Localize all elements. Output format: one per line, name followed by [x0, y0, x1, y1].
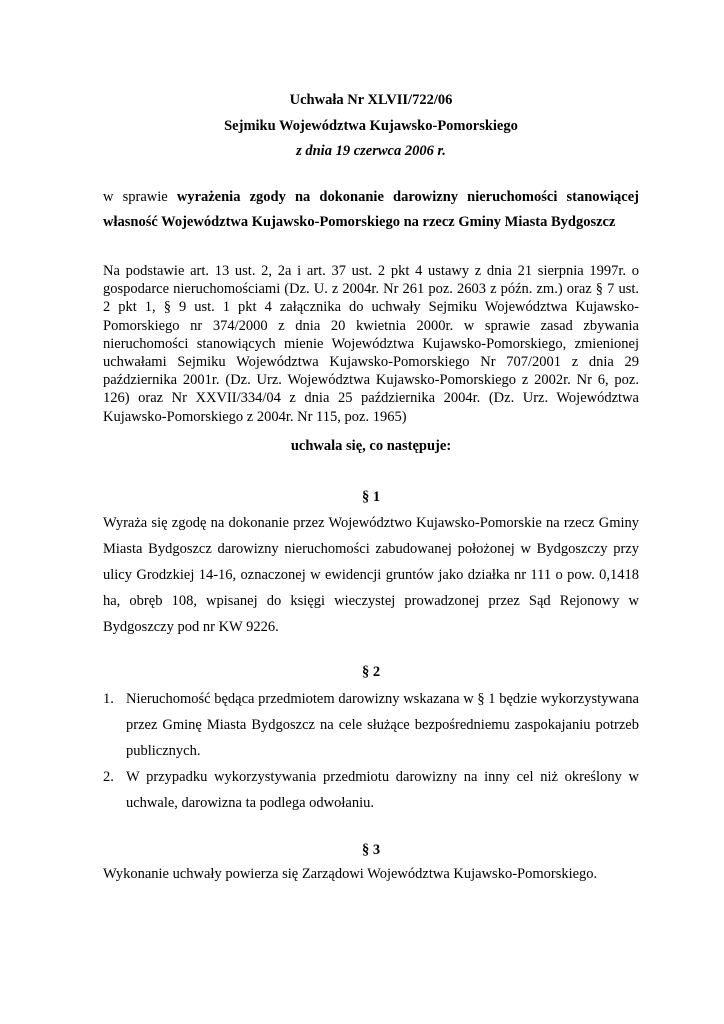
list-item-text: Nieruchomość będąca przedmiotem darowizny wskazana w § 1 będzie wykorzystywana przez Gminę Miasta Bydgoszcz na cele służące bezpośredniemu zaspokajaniu potrzeb publicznych.: [126, 691, 639, 759]
section-1-text: Wyraża się zgodę na dokonanie przez Województwo Kujawsko-Pomorskie na rzecz Gminy Miasta Bydgoszcz darowizny nieruchomości zabudowanej położonej w Bydgoszczy przy ulicy Grodzkiej 14-16, oznaczonej w ewidencji gruntów jako działka nr 111 o pow. 0,1418 ha, obręb 108, wpisanej do księgi wieczystej prowadzonej przez Sąd Rejonowy w Bydgoszczy pod nr KW 9226.: [103, 515, 639, 635]
section-2-list: [103, 686, 639, 816]
legal-basis: Na podstawie art. 13 ust. 2, 2a i art. 37 ust. 2 pkt 4 ustawy z dnia 21 sierpnia 1997r. o gospodarce nieruchomościami (Dz. U. z 2004r. Nr 261 poz. 2603 z późn. zm.) oraz § 7 ust. 2 pkt 1, § 9 ust. 1 pkt 4 załącznika do uchwały Sejmiku Województwa Kujawsko-Pomorskiego nr 374/2000 z dnia 20 kwietnia 2000r. w sprawie zasad zbywania nieruchomości stanowiących mienie Województwa Kujawsko-Pomorskiego, zmienionej uchwałami Sejmiku Województwa Kujawsko-Pomorskiego Nr 707/2001 z dnia 29 października 2001r. (Dz. Urz. Województwa Kujawsko-Pomorskiego z 2002r. Nr 6, poz. 126) oraz Nr XXVII/334/04 z dnia 25 października 2004r. (Dz. Urz. Województwa Kujawsko-Pomorskiego z 2004r. Nr 115, poz. 1965): [103, 263, 639, 425]
resolution-number: Uchwała Nr XLVII/722/06: [289, 92, 453, 108]
list-item: [103, 764, 639, 816]
section-2-heading: § 2: [361, 664, 381, 680]
resolution-subject: [103, 185, 639, 235]
subject-text: wyrażenia zgody na dokonanie darowizny nieruchomości stanowiącej własność Województwa Kujawsko-Pomorskiego na rzecz Gminy Miasta Bydgoszcz: [103, 189, 639, 230]
document-title: [103, 88, 639, 165]
subject-prefix: w sprawie: [103, 189, 177, 205]
list-item: [103, 686, 639, 764]
section-3-text: Wykonanie uchwały powierza się Zarządowi Województwa Kujawsko-Pomorskiego.: [103, 866, 598, 882]
section-1-heading: § 1: [361, 489, 381, 505]
issuer-name: Sejmiku Województwa Kujawsko-Pomorskiego: [224, 117, 518, 134]
section-3-heading: § 3: [361, 842, 381, 858]
resolution-date: z dnia 19 czerwca 2006 r.: [296, 143, 446, 159]
resolves-statement: uchwala się, co następuje:: [290, 438, 452, 454]
list-item-number: 1.: [103, 691, 114, 707]
list-item-text: W przypadku wykorzystywania przedmiotu darowizny na inny cel niż określony w uchwale, darowizna ta podlega odwołaniu.: [126, 769, 639, 811]
list-item-number: 2.: [103, 769, 114, 785]
